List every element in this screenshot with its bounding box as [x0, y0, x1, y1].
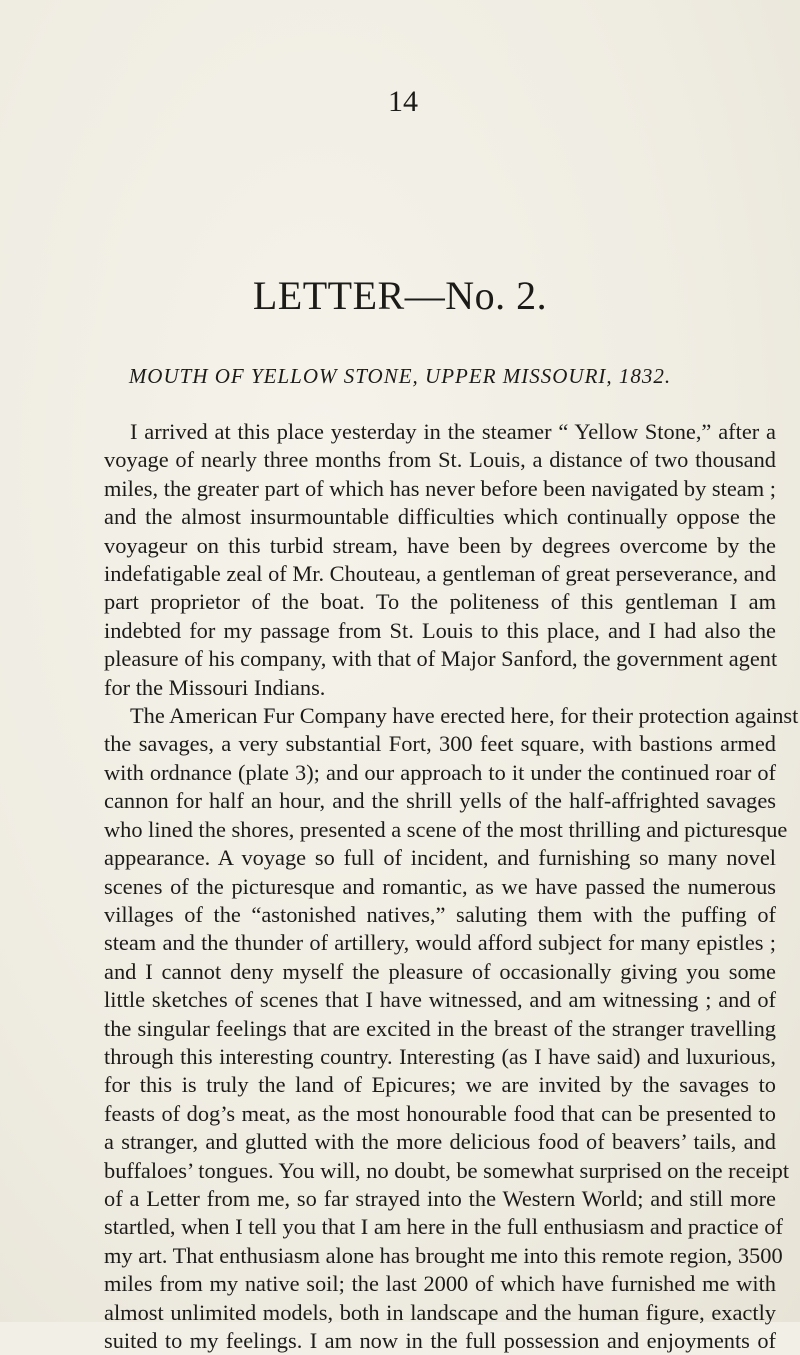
text-line: and the almost insurmountable difficulties which continually oppose the: [104, 504, 776, 530]
text-line: buffaloes’ tongues. You will, no doubt, be somewhat surprised on the receipt: [104, 1157, 790, 1183]
letter-body: [104, 418, 799, 1355]
paragraph-2: [104, 702, 799, 1355]
text-line: of a Letter from me, so far strayed into the Western World; and still more: [104, 1185, 776, 1211]
text-line: voyage of nearly three months from St. Louis, a distance of two thousand: [104, 447, 776, 473]
text-line: who lined the shores, presented a scene of the most thrilling and picturesque: [104, 816, 788, 842]
page-number: 14: [388, 85, 418, 118]
text-line: steam and the thunder of artillery, would afford subject for many epistles ;: [104, 930, 776, 956]
text-line: the singular feelings that are excited in the breast of the stranger travelling: [104, 1015, 776, 1041]
text-line: I arrived at this place yesterday in the steamer “ Yellow Stone,” after a: [130, 419, 776, 444]
text-line: villages of the “astonished natives,” saluting them with the puffing of: [104, 901, 776, 927]
letter-title: LETTER—No. 2.: [252, 273, 548, 318]
text-line: indebted for my passage from St. Louis to this place, and I had also the: [104, 617, 776, 643]
text-line: appearance. A voyage so full of incident, and furnishing so many novel: [104, 845, 776, 871]
place-date-heading: MOUTH OF YELLOW STONE, UPPER MISSOURI, 1832.: [128, 364, 672, 388]
paragraph-1: [104, 418, 776, 702]
text-line: and I cannot deny myself the pleasure of occasionally giving you some: [104, 958, 776, 984]
text-line: little sketches of scenes that I have witnessed, and am witnessing ; and of: [104, 987, 776, 1013]
text-line: indefatigable zeal of Mr. Chouteau, a gentleman of great perseverance, and: [104, 561, 777, 587]
text-line: startled, when I tell you that I am here in the full enthusiasm and practice of: [104, 1214, 783, 1240]
text-line: part proprietor of the boat. To the politeness of this gentleman I am: [104, 589, 776, 615]
text-line: with ordnance (plate 3); and our approach to it under the continued roar of: [104, 759, 776, 785]
text-line: for this is truly the land of Epicures; we are invited by the savages to: [104, 1072, 776, 1098]
text-line: scenes of the picturesque and romantic, as we have passed the numerous: [104, 873, 776, 899]
text-line: my art. That enthusiasm alone has brought me into this remote region, 3500: [104, 1242, 783, 1268]
text-line: miles, the greater part of which has never before been navigated by steam ;: [104, 475, 776, 501]
text-line: almost unlimited models, both in landscape and the human figure, exactly: [104, 1299, 776, 1325]
text-line: through this interesting country. Interesting (as I have said) and luxurious,: [104, 1043, 776, 1069]
text-line: cannon for half an hour, and the shrill yells of the half-affrighted savages: [104, 788, 776, 814]
text-line: feasts of dog’s meat, as the most honourable food that can be presented to: [104, 1100, 776, 1126]
text-line: for the Missouri Indians.: [104, 674, 326, 700]
text-line: The American Fur Company have erected here, for their protection against: [130, 703, 799, 729]
text-line: pleasure of his company, with that of Major Sanford, the government agent: [104, 646, 778, 672]
text-line: the savages, a very substantial Fort, 300 feet square, with bastions armed: [104, 731, 776, 757]
text-line: miles from my native soil; the last 2000 of which have furnished me with: [104, 1271, 776, 1297]
text-line: suited to my feelings. I am now in the full possession and enjoyments of: [104, 1328, 776, 1353]
text-line: a stranger, and glutted with the more delicious food of beavers’ tails, and: [104, 1129, 776, 1155]
text-line: voyageur on this turbid stream, have been by degrees overcome by the: [104, 532, 776, 558]
